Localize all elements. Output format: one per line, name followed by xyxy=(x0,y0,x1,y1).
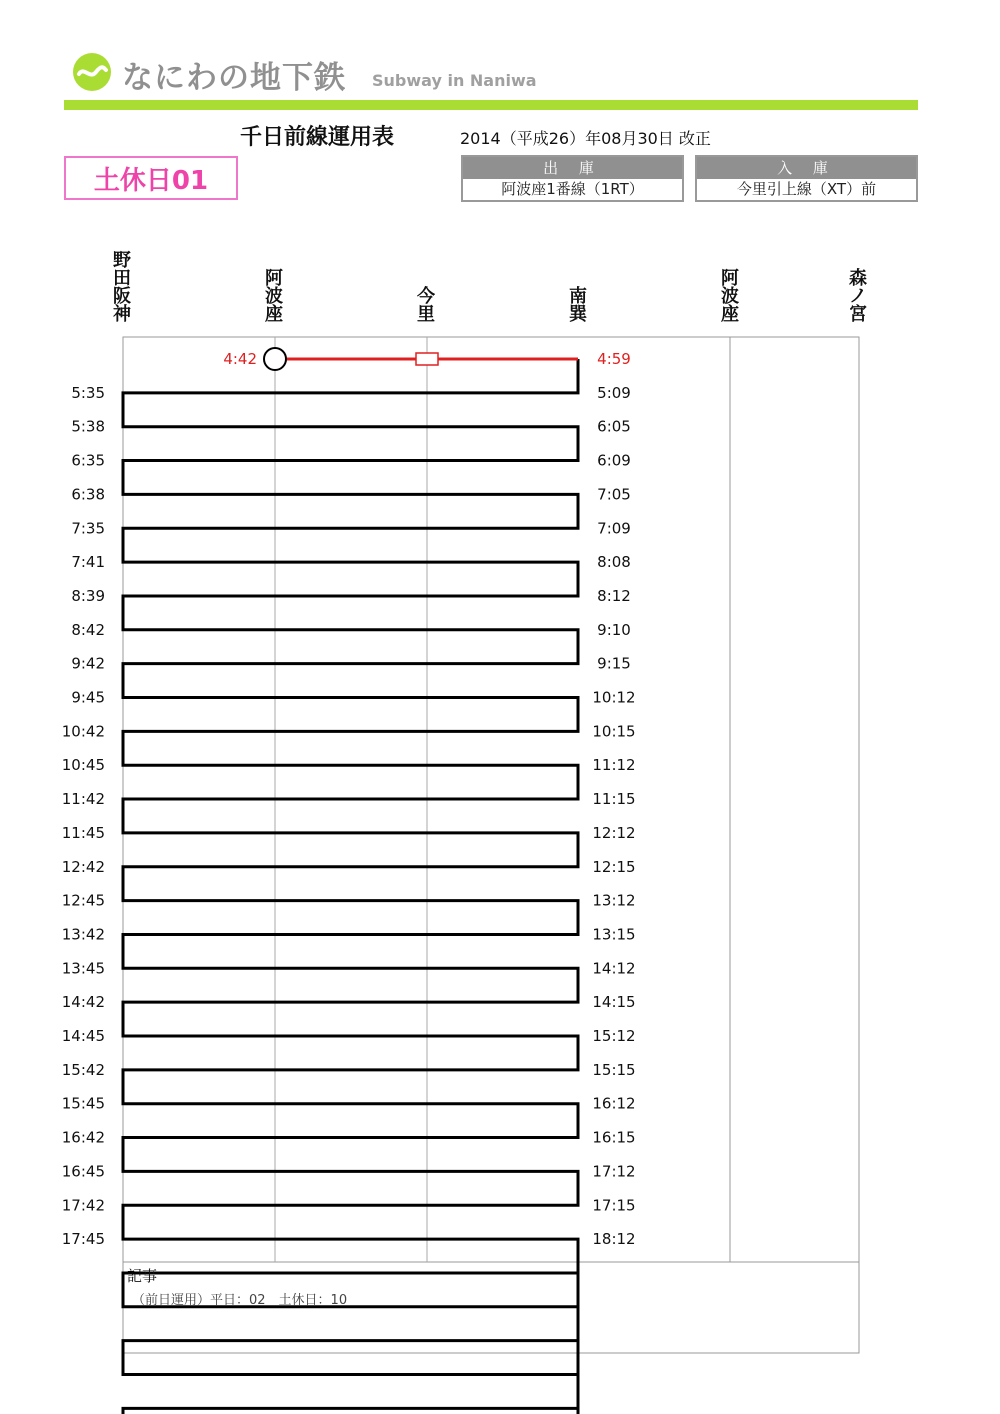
time-label-right: 8:08 xyxy=(597,553,631,572)
time-label-left: 15:42 xyxy=(61,1060,105,1079)
time-label-left: 6:38 xyxy=(71,485,105,504)
time-label-right: 6:09 xyxy=(597,451,631,470)
time-label-left: 14:45 xyxy=(61,1027,105,1045)
station-header-noda-hanshin: 野田阪神 xyxy=(113,250,131,325)
time-label-right: 17:12 xyxy=(592,1162,636,1181)
arrival-time-label: 4:59 xyxy=(597,350,631,368)
departure-circle-marker xyxy=(264,348,286,370)
time-label-right: 11:15 xyxy=(592,790,636,809)
depot-out-header: 出 庫 xyxy=(463,157,682,179)
time-label-left: 12:42 xyxy=(61,857,105,876)
time-label-left: 11:42 xyxy=(61,790,105,809)
time-label-left: 16:42 xyxy=(61,1128,105,1147)
depot-in-value: 今里引上線（XT）前 xyxy=(736,180,877,198)
time-label-right: 6:05 xyxy=(597,417,631,436)
time-label-right: 13:15 xyxy=(592,925,636,944)
notes-label: 記事 xyxy=(127,1267,158,1285)
depot-out-value: 阿波座1番線（1RT） xyxy=(501,180,644,198)
revision-date: 2014（平成26）年08月30日 改正 xyxy=(460,129,711,148)
time-label-left: 5:35 xyxy=(71,383,105,402)
time-label-right: 9:15 xyxy=(597,654,631,673)
station-header-awaza: 阿波座 xyxy=(265,268,283,325)
time-label-left: 13:42 xyxy=(61,925,105,944)
time-label-left: 10:45 xyxy=(61,756,105,775)
second-route-box xyxy=(730,337,859,1262)
depot-in-header: 入 庫 xyxy=(697,157,916,179)
left-time-labels xyxy=(62,384,105,1248)
page-title: 千日前線運用表 xyxy=(240,125,395,150)
time-label-left: 16:45 xyxy=(61,1162,105,1181)
time-label-left: 10:42 xyxy=(61,722,105,741)
notes-text: （前日運用）平日：02 土休日：10 xyxy=(132,1293,348,1308)
time-label-left: 8:42 xyxy=(71,620,105,639)
right-time-labels xyxy=(592,384,635,1248)
time-label-right: 7:05 xyxy=(597,485,631,504)
time-label-right: 8:12 xyxy=(597,586,631,605)
time-label-right: 13:12 xyxy=(592,891,636,910)
day-type-label: 土休日01 xyxy=(93,165,209,196)
time-label-right: 14:12 xyxy=(592,959,636,978)
brand-name: なにわの地下鉄 xyxy=(122,60,346,96)
time-label-left: 9:45 xyxy=(71,688,105,707)
time-label-right: 17:15 xyxy=(592,1196,636,1215)
brand-subtitle: Subway in Naniwa xyxy=(372,71,537,90)
time-label-right: 10:12 xyxy=(592,688,636,707)
time-label-right: 11:12 xyxy=(592,756,636,775)
run-zigzag-line xyxy=(123,359,578,1414)
time-label-right: 16:15 xyxy=(592,1128,636,1147)
run-lines xyxy=(123,359,578,1414)
time-label-left: 14:42 xyxy=(61,993,105,1012)
time-label-right: 18:12 xyxy=(592,1230,636,1249)
time-label-left: 12:45 xyxy=(61,891,105,910)
time-label-left: 11:45 xyxy=(61,823,105,842)
time-label-right: 5:09 xyxy=(597,383,631,402)
diagram-frame xyxy=(123,337,859,1353)
time-label-left: 5:38 xyxy=(71,417,105,436)
time-label-right: 9:10 xyxy=(597,620,631,639)
station-header-minami-tatsumi: 南巽 xyxy=(569,286,587,325)
time-label-left: 17:45 xyxy=(61,1230,105,1249)
time-label-right: 12:15 xyxy=(592,857,636,876)
time-label-left: 7:35 xyxy=(71,519,105,538)
time-label-right: 15:15 xyxy=(592,1060,636,1079)
pass-box-marker xyxy=(416,353,438,365)
time-label-left: 17:42 xyxy=(61,1196,105,1215)
departure-time-label: 4:42 xyxy=(223,350,257,368)
time-label-right: 16:12 xyxy=(592,1094,636,1113)
time-label-left: 15:45 xyxy=(61,1094,105,1113)
time-label-right: 12:12 xyxy=(592,823,636,842)
outer-border xyxy=(123,337,859,1353)
station-header-morinomiya: 森ノ宮 xyxy=(849,268,867,325)
time-label-left: 6:35 xyxy=(71,451,105,470)
station-header-awaza-2: 阿波座 xyxy=(721,268,739,325)
time-label-left: 13:45 xyxy=(61,959,105,978)
time-label-right: 14:15 xyxy=(592,993,636,1012)
time-label-right: 15:12 xyxy=(592,1027,636,1045)
time-label-right: 10:15 xyxy=(592,722,636,741)
station-header-imazato: 今里 xyxy=(417,286,435,325)
time-label-left: 7:41 xyxy=(71,553,105,572)
time-label-right: 7:09 xyxy=(597,519,631,538)
time-label-left: 9:42 xyxy=(71,654,105,673)
time-label-left: 8:39 xyxy=(71,586,105,605)
